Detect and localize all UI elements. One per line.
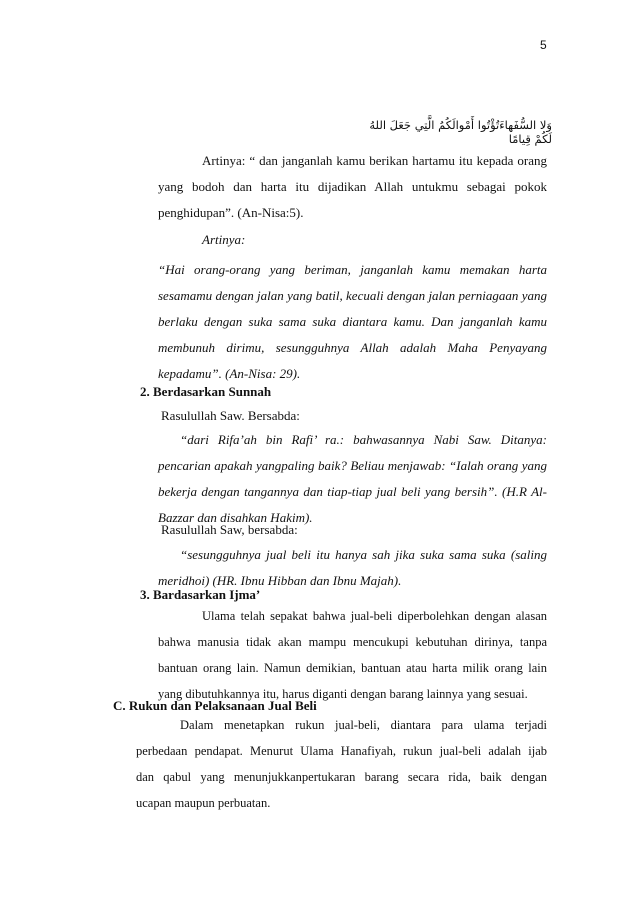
rukun-paragraph [136,712,547,816]
rasulullah-label-2: Rasulullah Saw, bersabda: [161,522,298,537]
artinya-label: Artinya: [202,232,246,247]
paragraph-line: yang dibutuhkannya itu, harus diganti dengan barang lainnya yang sesuai. [158,687,528,701]
translation-line: berlaku dengan suka sama suka diantara kamu. Dan janganlah kamu [158,314,547,329]
section-3-heading: 3. Bardasarkan Ijma’ [140,587,261,602]
hadith-line: Bazzar dan disahkan Hakim). [158,510,313,525]
translation-line: “Hai orang-orang yang beriman, janganlah kamu memakan harta [158,262,547,277]
hadith-line: meridhoi) (HR. Ibnu Hibban dan Ibnu Majah). [158,573,402,588]
paragraph-line: bahwa manusia tidak akan mampu mencukupi kebutuhan dirinya, tanpa [158,635,547,649]
translation-line: kepadamu”. (An-Nisa: 29). [158,366,301,381]
arabic-verse: وَلا السُّفَهاءَتُؤْتُوا أَمْوالَكُمُ الَّتِي جَعَلَ اللهُ لَكُمْ قِيامًا [369,118,552,146]
ijma-paragraph [158,603,547,707]
section-2-heading: 2. Berdasarkan Sunnah [140,384,272,399]
translation-line: sesamamu dengan jalan yang batil, kecuali dengan jalan perniagaan yang [158,288,547,303]
hadith-line: pencarian apakah yangpaling baik? Beliau menjawab: “Ialah orang yang [158,458,547,473]
section-c-heading: C. Rukun dan Pelaksanaan Jual Beli [113,698,317,713]
page-number: 5 [540,38,547,52]
paragraph-line: perbedaan pendapat. Menurut Ulama Hanafiyah, rukun jual-beli adalah ijab [136,744,547,758]
paragraph-line: bantuan orang lain. Namun demikian, bantuan atau harta milik orang lain [158,661,547,675]
translation-an-nisa-29 [158,257,547,387]
paragraph-line: ucapan maupun perbuatan. [136,796,271,810]
translation-an-nisa-5 [158,148,547,226]
hadith-line: bekerja dengan tangannya dan tiap-tiap jual beli yang bersih”. (H.R Al- [158,484,547,499]
hadith-1 [158,427,547,531]
paragraph-line: Ulama telah sepakat bahwa jual-beli diperbolehkan dengan alasan [202,609,547,623]
paragraph-line: Dalam menetapkan rukun jual-beli, diantara para ulama terjadi [180,718,547,732]
translation-line: yang bodoh dan harta itu dijadikan Allah untukmu sebagai pokok [158,179,547,194]
rasulullah-label-1: Rasulullah Saw. Bersabda: [161,408,300,423]
translation-line: Artinya: “ dan janganlah kamu berikan hartamu itu kepada orang [202,153,547,168]
translation-line: penghidupan”. (An-Nisa:5). [158,205,304,220]
hadith-line: “dari Rifa’ah bin Rafi’ ra.: bahwasannya Nabi Saw. Ditanya: [180,432,547,447]
translation-line: membunuh dirimu, sesungguhnya Allah adalah Maha Penyayang [158,340,547,355]
hadith-line: “sesungguhnya jual beli itu hanya sah jika suka sama suka (saling [180,547,547,562]
paragraph-line: dan qabul yang menunjukkanpertukaran barang secara rida, baik dengan [136,770,547,784]
